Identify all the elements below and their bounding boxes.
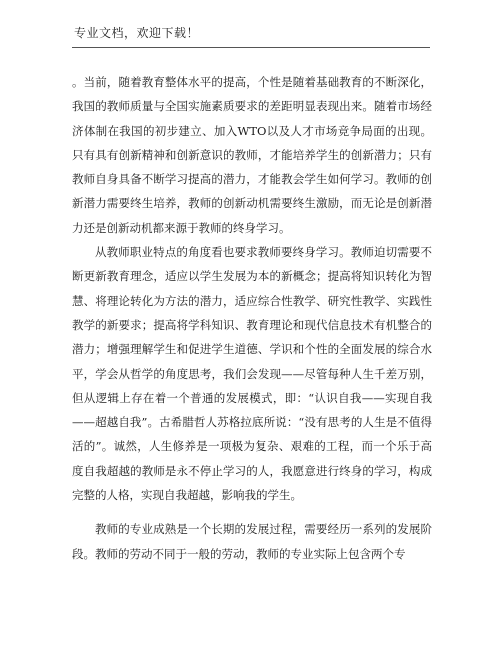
page-header: 专业文档，欢迎下载！ [74, 26, 200, 40]
paragraph-3: 教师的专业成熟是一个长期的发展过程，需要经历一系列的发展阶段。教师的劳动不同于一般的劳动，教师的专业实际上包含两个专 [72, 522, 432, 561]
paragraph-2: 从教师职业特点的角度看也要求教师要终身学习。教师迫切需要不断更新教育理念，适应以学生发展为本的新概念；提高将知识转化为智慧、将理论转化为方法的潜力，适应综合性教学、研究性教学、实践性教学的新要求；提高将学科知识、教育理论和现代信息技术有机整合的潜力；增强理解学生和促进学生道德、学识和个性的全面发展的综合水平，学会从哲学的角度思考，我们会发现——尽管每种人生千差万别，但从逻辑上存在着一个普通的发展模式，即：“认识自我——实现自我——超越自我”。古希腊哲人苏格拉底所说：“没有思考的人生是不值得活的”。诚然，人生修养是一项极为复杂、艰难的工程，而一个乐于高度自我超越的教师是永不停止学习的人，我愿意进行终身的学习，构成完整的人格，实现自我超越，影响我的学生。 [72, 245, 432, 503]
header-divider [72, 47, 430, 48]
document-body [72, 70, 432, 566]
paragraph-1: 。当前，随着教育整体水平的提高，个性是随着基础教育的不断深化，我国的教师质量与全国实施素质要求的差距明显表现出来。随着市场经济体制在我国的初步建立、加入WTO以及人才市场竞争局面的出现。只有具有创新精神和创新意识的教师，才能培养学生的创新潜力；只有教师自身具备不断学习提高的潜力，才能教会学生如何学习。教师的创新潜力需要终生培养，教师的创新动机需要终生激励，而无论是创新潜力还是创新动机都来源于教师的终身学习。 [72, 75, 432, 235]
